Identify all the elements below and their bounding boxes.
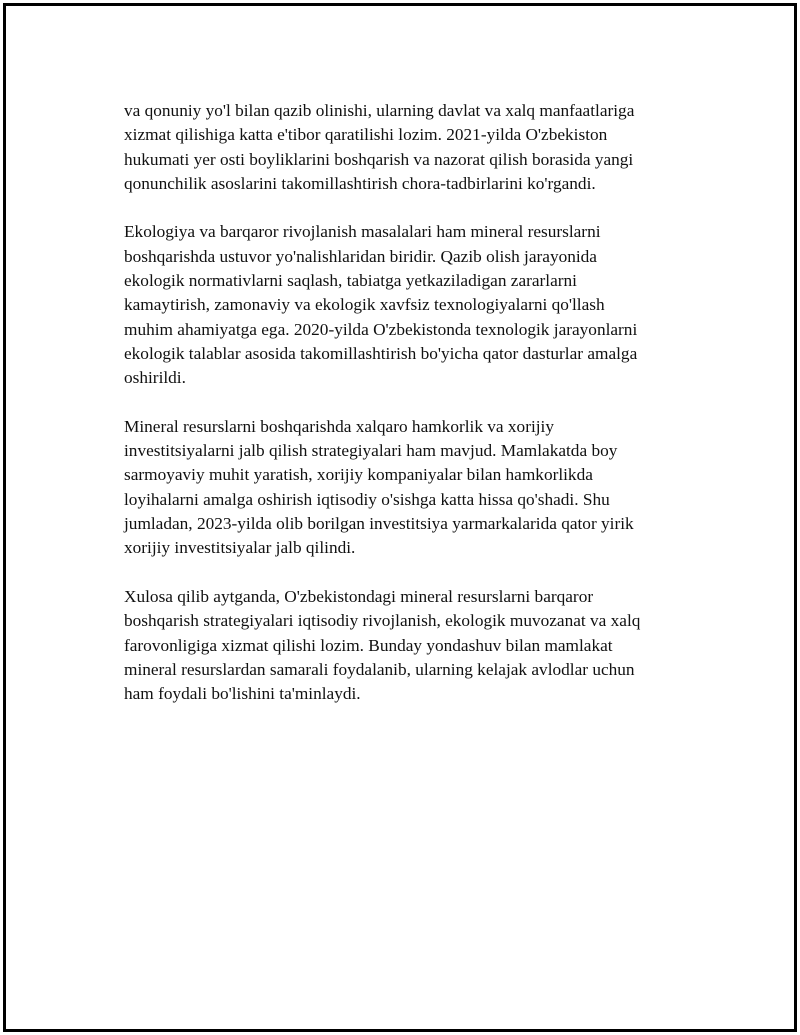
paragraph-4: Xulosa qilib aytganda, O'zbekistondagi mineral resurslarni barqaror boshqarish strategiyalari iqtisodiy rivojlanish, ekologik muvozanat va xalq farovonligiga xizmat qilishi lozim. Bunday yondashuv bilan mamlakat mineral resurslardan samarali foydalanib, ularning kelajak avlodlar uchun ham foydali bo'lishini ta'minlaydi. [124, 586, 641, 704]
paragraph-3: Mineral resurslarni boshqarishda xalqaro hamkorlik va xorijiy investitsiyalarni jalb qilish strategiyalari ham mavjud. Mamlakatda boy sarmoyaviy muhit yaratish, xorijiy kompaniyalar bilan hamkorlikda loyihalarni amalga oshirish iqtisodiy o'sishga katta hissa qo'shadi. Shu jumladan, 2023-yilda olib borilgan investitsiya yarmarkalarida qator yirik xorijiy investitsiyalar jalb qilindi. [124, 416, 634, 558]
paragraph-1: va qonuniy yo'l bilan qazib olinishi, ularning davlat va xalq manfaatlariga xizmat qilishiga katta e'tibor qaratilishi lozim. 2021-yilda O'zbekiston hukumati yer osti boyliklarini boshqarish va nazorat qilish borasida yangi qonunchilik asoslarini takomillashtirish chora-tadbirlarini ko'rgandi. [124, 101, 635, 193]
paragraph-2: Ekologiya va barqaror rivojlanish masalalari ham mineral resurslarni boshqarishda ustuvor yo'nalishlaridan biridir. Qazib olish jarayonida ekologik normativlarni saqlash, tabiatga yetkaziladigan zararlarni kamaytirish, zamonaviy va ekologik xavfsiz texnologiyalarni qo'llash muhim ahamiyatga ega. 2020-yilda O'zbekistonda texnologik jarayonlarni ekologik talablar asosida takomillashtirish bo'yicha qator dasturlar amalga oshirildi. [124, 222, 638, 388]
document-body [124, 99, 694, 731]
document-page [3, 3, 797, 1032]
